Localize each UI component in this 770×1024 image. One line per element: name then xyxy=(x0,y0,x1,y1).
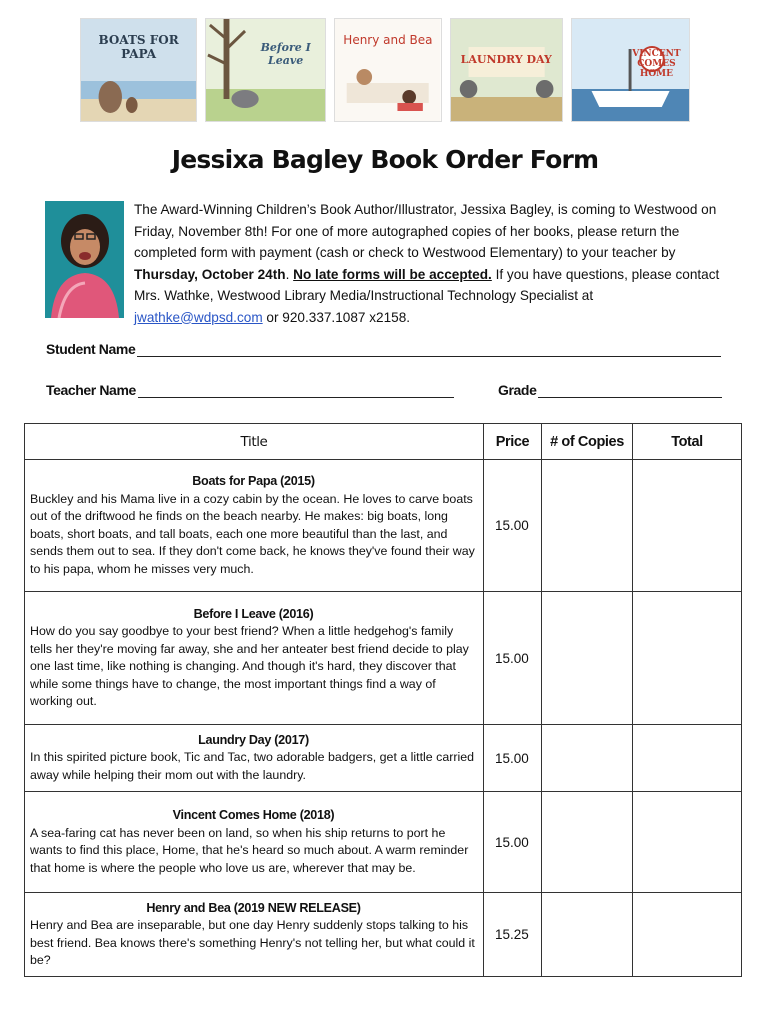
price-cell: 15.00 xyxy=(484,792,542,893)
teacher-name-field[interactable] xyxy=(46,382,454,398)
price-cell: 15.00 xyxy=(484,725,542,792)
book-cell xyxy=(25,792,484,893)
cover-title: LAUNDRY DAY xyxy=(460,53,552,66)
cover-title: Henry and Bea xyxy=(343,33,433,47)
table-row xyxy=(25,592,742,725)
grade-field[interactable] xyxy=(498,382,722,398)
cover-henry-and-bea xyxy=(334,18,441,122)
intro-text: If you have questions, please contact Mrs. Wathke, Westwood Library Media/Instructional Technology Specialist at xyxy=(134,266,720,303)
cover-title: BOATS FOR PAPA xyxy=(98,33,179,61)
cover-before-i-leave xyxy=(205,18,326,122)
col-header-copies: # of Copies xyxy=(542,424,633,460)
copies-cell[interactable] xyxy=(542,725,633,792)
book-title: Vincent Comes Home (2018) xyxy=(172,808,335,822)
book-title: Laundry Day (2017) xyxy=(198,732,309,747)
deadline-date: Thursday, October 24th xyxy=(134,266,286,282)
book-cell xyxy=(25,460,484,592)
grade-line[interactable] xyxy=(538,383,722,398)
book-cell xyxy=(25,725,484,792)
table-row xyxy=(25,725,742,792)
book-cell xyxy=(25,893,484,977)
total-cell[interactable] xyxy=(633,592,742,725)
student-name-label: Student Name xyxy=(46,341,136,357)
cover-boats-for-papa xyxy=(80,18,197,122)
book-description: Buckley and his Mama live in a cozy cabin by the ocean. He loves to carve boats out of the driftwood he finds on the beach nearby. He makes: big boats, long boats, short boats, and tall boats, each one more beautiful than the last, and sends them out to sea. If they don't come back, he knows they've found their way to his papa, whom he misses very much. xyxy=(30,491,475,576)
price-cell: 15.25 xyxy=(484,893,542,977)
student-name-field[interactable] xyxy=(46,341,721,357)
cover-title: VINCENT COMES HOME xyxy=(632,49,681,79)
book-description: Henry and Bea are inseparable, but one day Henry suddenly stops talking to his best friend. Bea knows there's something Henry's not telling her, but what could it be? xyxy=(30,918,475,967)
table-row xyxy=(25,460,742,592)
total-cell[interactable] xyxy=(633,460,742,592)
intro-text: The Award-Winning Children’s Book Author/Illustrator, Jessixa Bagley, is coming to Westwood on Friday, November 8th! For one of more autographed copies of her books, please return the completed form with payment (cash or check to Westwood Elementary) to your teacher by xyxy=(134,202,717,260)
table-row xyxy=(25,792,742,893)
author-photo xyxy=(45,201,124,318)
intro-text: or 920.337.1087 x2158. xyxy=(262,309,411,325)
book-cover-strip xyxy=(80,18,690,122)
col-header-title: Title xyxy=(25,424,484,460)
page-title: Jessixa Bagley Book Order Form xyxy=(171,145,599,174)
no-late-notice: No late forms will be accepted. xyxy=(293,266,492,282)
col-header-price: Price xyxy=(484,424,542,460)
col-header-total: Total xyxy=(633,424,742,460)
order-table xyxy=(24,423,742,977)
copies-cell[interactable] xyxy=(542,893,633,977)
cover-vincent-comes-home xyxy=(571,18,690,122)
book-cell xyxy=(25,592,484,725)
price-cell: 15.00 xyxy=(484,460,542,592)
price-cell: 15.00 xyxy=(484,592,542,725)
book-title: Before I Leave (2016) xyxy=(193,606,314,621)
teacher-name-line[interactable] xyxy=(138,383,454,398)
book-description: A sea-faring cat has never been on land, so when his ship returns to port he wants to find this place, Home, that he's heard so much about. A warm reminder that home is where the people who love us are, wherever that may be. xyxy=(30,825,469,875)
total-cell[interactable] xyxy=(633,792,742,893)
contact-email-link[interactable]: jwathke@wdpsd.com xyxy=(134,309,263,325)
intro-paragraph xyxy=(134,199,724,328)
book-description: How do you say goodbye to your best friend? When a little hedgehog's family tells her they're moving far away, she and her anteater best friend decide to play one last time, like nothing is changing. And though it's hard, they discover that while some things have to change, the most important things find a way of working out. xyxy=(30,624,469,708)
table-header-row xyxy=(25,424,742,460)
book-description: In this spirited picture book, Tic and Tac, two adorable badgers, get a little carried away while helping their mom out with the laundry. xyxy=(30,750,475,782)
intro-sep: . xyxy=(285,266,294,282)
copies-cell[interactable] xyxy=(542,460,633,592)
book-title: Henry and Bea (2019 NEW RELEASE) xyxy=(146,900,361,915)
grade-label: Grade xyxy=(498,382,537,398)
copies-cell[interactable] xyxy=(542,592,633,725)
table-row xyxy=(25,893,742,977)
total-cell[interactable] xyxy=(633,725,742,792)
cover-title: Before I Leave xyxy=(260,41,311,67)
copies-cell[interactable] xyxy=(542,792,633,893)
student-name-line[interactable] xyxy=(137,342,721,357)
book-title: Boats for Papa (2015) xyxy=(192,474,315,488)
total-cell[interactable] xyxy=(633,893,742,977)
teacher-name-label: Teacher Name xyxy=(46,382,136,398)
cover-laundry-day xyxy=(450,18,563,122)
